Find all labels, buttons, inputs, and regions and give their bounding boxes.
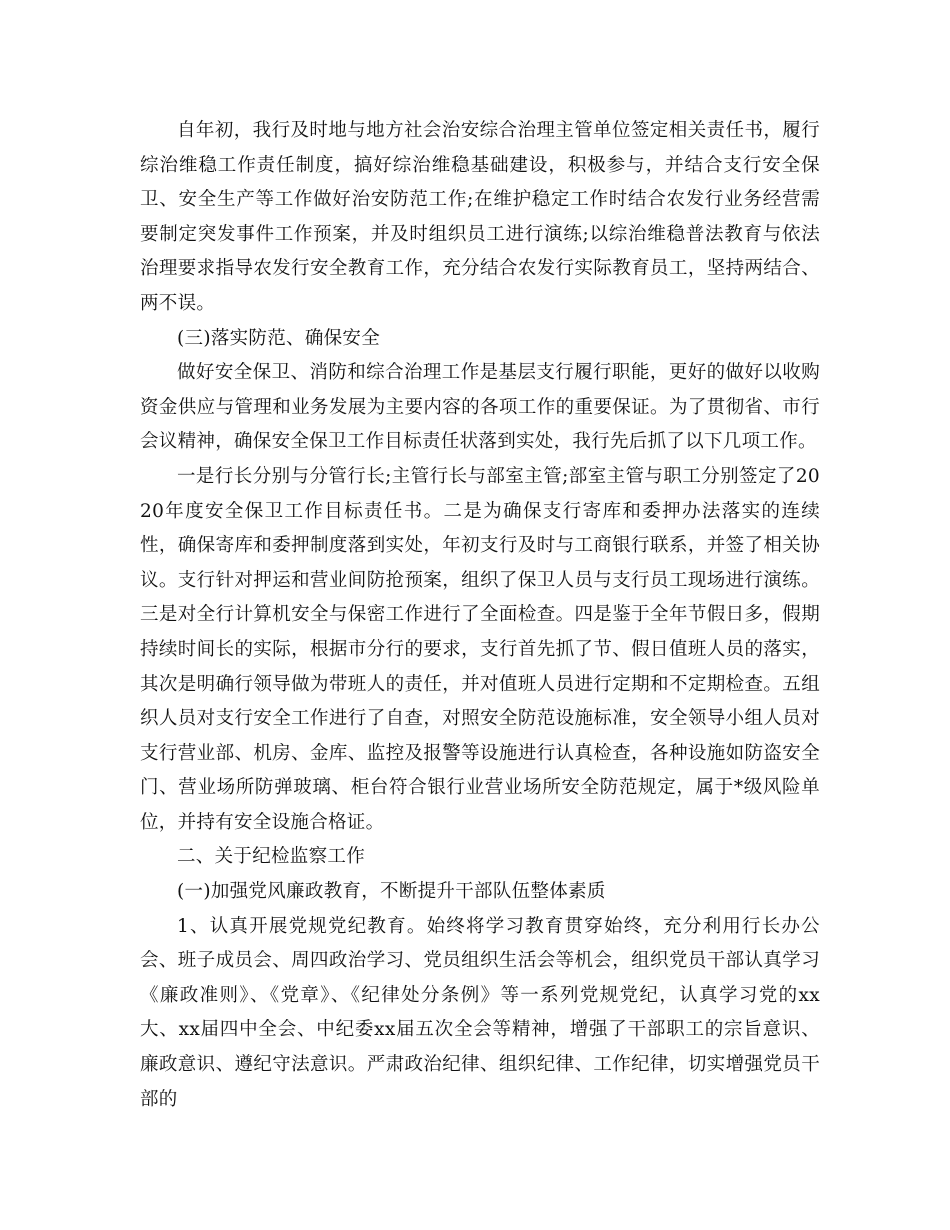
subsection-heading-integrity-education: (一)加强党风廉政教育，不断提升干部队伍整体素质 <box>177 881 606 903</box>
section-heading-discipline: 二、关于纪检监察工作 <box>177 846 366 868</box>
section-heading-prevention: (三)落实防范、确保安全 <box>177 327 381 349</box>
paragraph-security-work: 做好安全保卫、消防和综合治理工作是基层支行履行职能，更好的做好以收购资金供应与管理和业务发展为主要内容的各项工作的重要保证。为了贯彻省、市行会议精神，确保安全保卫工作目标责任状落到实处，我行先后抓了以下几项工作。 <box>140 362 820 453</box>
document-body <box>140 114 820 1117</box>
paragraph-security-measures: 一是行长分别与分管行长;主管行长与部室主管;部室主管与职工分别签定了2020年度安全保卫工作目标责任书。二是为确保支行寄库和委押办法落实的连续性，确保寄库和委押制度落到实处，年初支行及时与工商银行联系，并签了相关协议。支行针对押运和营业间防抢预案，组织了保卫人员与支行员工现场进行演练。三是对全行计算机安全与保密工作进行了全面检查。四是鉴于全年节假日多，假期持续时间长的实际，根据市分行的要求，支行首先抓了节、假日值班人员的落实，其次是明确行领导做为带班人的责任，并对值班人员进行定期和不定期检查。五组织人员对支行安全工作进行了自查，对照安全防范设施标准，安全领导小组人员对支行营业部、机房、金库、监控及报警等设施进行认真检查，各种设施如防盗安全门、营业场所防弹玻璃、柜台符合银行业营业场所安全防范规定，属于*级风险单位，并持有安全设施合格证。 <box>140 465 820 833</box>
paragraph-security-responsibility: 自年初，我行及时地与地方社会治安综合治理主管单位签定相关责任书，履行综治维稳工作责任制度，搞好综治维稳基础建设，积极参与，并结合支行安全保卫、安全生产等工作做好治安防范工作;在维护稳定工作时结合农发行业务经营需要制定突发事件工作预案，并及时组织员工进行演练;以综治维稳普法教育与依法治理要求指导农发行安全教育工作，充分结合农发行实际教育员工，坚持两结合、两不误。 <box>140 120 820 314</box>
paragraph-party-discipline-education: 1、认真开展党规党纪教育。始终将学习教育贯穿始终，充分利用行长办公会、班子成员会、周四政治学习、党员组织生活会等机会，组织党员干部认真学习《廉政准则》、《党章》、《纪律处分条例》等一系列党规党纪，认真学习党的xx大、xx届四中全会、中纪委xx届五次全会等精神，增强了干部职工的宗旨意识、廉政意识、遵纪守法意识。严肃政治纪律、组织纪律、工作纪律，切实增强党员干部的 <box>140 915 820 1110</box>
